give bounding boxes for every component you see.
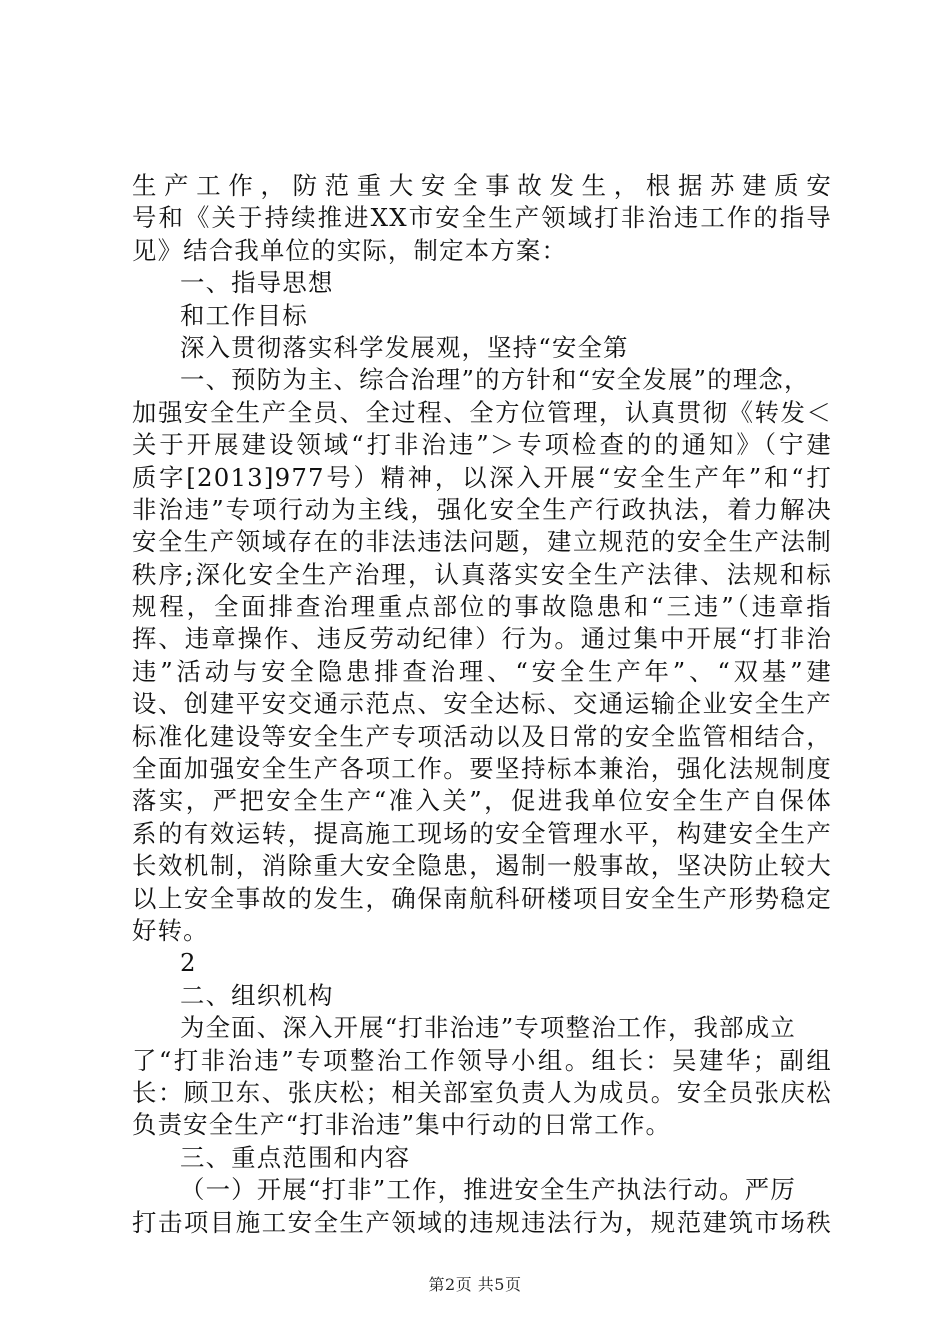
- text-line: 长：顾卫东、张庆松；相关部室负责人为成员。安全员张庆松: [132, 1077, 832, 1107]
- text-line: 落实，严把安全生产“准入关”，促进我单位安全生产自保体: [132, 786, 832, 816]
- text-line: 号和《关于持续推进XX市安全生产领域打非治违工作的指导: [132, 203, 832, 233]
- text-line: 负责安全生产“打非治违”集中行动的日常工作。: [132, 1110, 672, 1140]
- text-line: 秩序;深化安全生产治理，认真落实安全生产法律、法规和标: [132, 559, 832, 589]
- text-line: 标准化建设等安全生产专项活动以及日常的安全监管相结合，: [132, 721, 832, 751]
- text-line: 长效机制，消除重大安全隐患，遏制一般事故，坚决防止较大: [132, 851, 832, 881]
- text-line: 质字[2013]977号）精神，以深入开展“安全生产年”和“打: [132, 462, 832, 492]
- text-line: 深入贯彻落实科学发展观，坚持“安全第: [180, 332, 629, 362]
- text-line: 一、指导思想: [180, 268, 334, 298]
- text-line: 关于开展建设领域“打非治违”＞专项检查的的通知》（宁建: [132, 430, 832, 460]
- text-line: 一、预防为主、综合治理”的方针和“安全发展”的理念，: [180, 365, 810, 395]
- text-line: 二、组织机构: [180, 980, 334, 1010]
- text-line: 了“打非治违”专项整治工作领导小组。组长：吴建华；副组: [132, 1045, 832, 1075]
- text-line: 三、重点范围和内容: [180, 1142, 411, 1172]
- text-line: 2: [180, 948, 197, 978]
- page-footer: 第2页 共5页: [428, 1275, 522, 1294]
- text-line: 见》结合我单位的实际，制定本方案：: [132, 235, 568, 265]
- text-line: 打击项目施工安全生产领域的违规违法行为，规范建筑市场秩: [132, 1207, 832, 1237]
- text-line: 和工作目标: [180, 300, 308, 330]
- text-line: 非治违”专项行动为主线，强化安全生产行政执法，着力解决: [132, 494, 832, 524]
- text-line: （一）开展“打非”工作，推进安全生产执法行动。严厉: [180, 1175, 796, 1205]
- text-line: 设、创建平安交通示范点、安全达标、交通运输企业安全生产: [132, 689, 832, 719]
- body-text: [132, 170, 832, 1239]
- text-line: 以上安全事故的发生，确保南航科研楼项目安全生产形势稳定: [132, 883, 832, 913]
- text-line: 系的有效运转，提高施工现场的安全管理水平，构建安全生产: [132, 818, 832, 848]
- text-line: 挥、违章操作、违反劳动纪律）行为。通过集中开展“打非治: [132, 624, 832, 654]
- text-line: 好转。: [132, 915, 209, 945]
- text-line: 为全面、深入开展“打非治违”专项整治工作，我部成立: [180, 1013, 796, 1043]
- text-line: 生产工作，防范重大安全事故发生，根据苏建质安: [132, 171, 832, 200]
- text-line: 违”活动与安全隐患排查治理、“安全生产年”、“双基”建: [132, 656, 832, 686]
- text-line: 规程，全面排查治理重点部位的事故隐患和“三违”（违章指: [132, 592, 832, 622]
- text-line: 加强安全生产全员、全过程、全方位管理，认真贯彻《转发＜: [132, 397, 832, 427]
- text-line: 全面加强安全生产各项工作。要坚持标本兼治，强化法规制度: [132, 754, 832, 784]
- text-line: 安全生产领域存在的非法违法问题，建立规范的安全生产法制: [132, 527, 832, 557]
